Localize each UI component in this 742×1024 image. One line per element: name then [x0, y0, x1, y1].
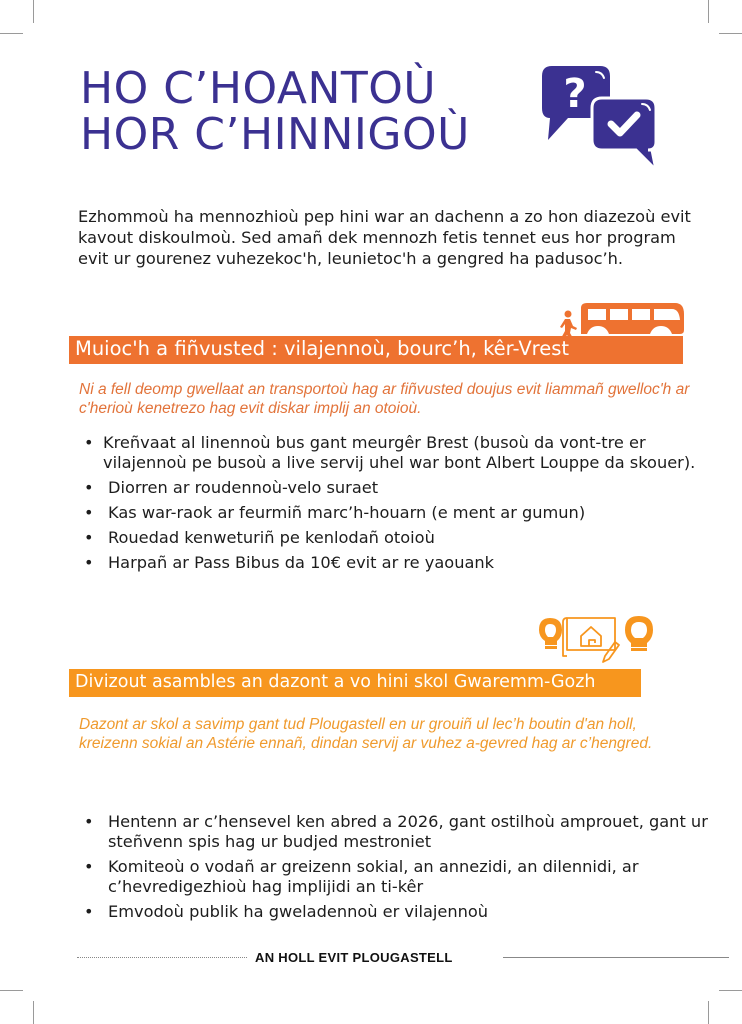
svg-text:?: ? — [563, 71, 587, 117]
crop-mark — [708, 1001, 709, 1024]
bullet-icon: • — [84, 528, 94, 547]
crop-mark — [33, 1001, 34, 1024]
crop-mark — [0, 990, 23, 991]
list-item: • Hentenn ar c’hensevel ken abred a 2026, gant ostilhoù amprouet, gant ur steñvenn spis hag ur budjed mestroniet — [84, 812, 708, 851]
footer-rule — [503, 957, 729, 958]
footer-slogan: AN HOLL EVIT PLOUGASTELL — [255, 950, 453, 965]
section-lead-school: Dazont ar skol a savimp gant tud Plougastell en ur grouiñ ul lec’h boutin d'an holl, kreizenn sokial an Astérie ennañ, dindan servij ar vuhez a-gevred hag ar c’hengred. — [79, 716, 653, 752]
mobility-list — [78, 433, 698, 578]
crop-mark — [0, 33, 23, 34]
page-title-line-2: HOR C’HINNIGOÙ — [80, 109, 470, 160]
crop-mark — [719, 33, 742, 34]
bullet-icon: • — [84, 503, 94, 522]
list-item: • Kreñvaat al linennoù bus gant meurgêr Brest (busoù da vont-tre er vilajennoù pe busoù a live servij uhel war bont Albert Louppe da skouer). — [84, 433, 696, 472]
bullet-icon: • — [84, 433, 94, 452]
bullet-icon: • — [84, 812, 94, 831]
school-list — [78, 812, 708, 927]
intro-paragraph: Ezhommoù ha mennozhioù pep hini war an dachenn a zo hon diazezoù evit kavout diskoulmoù. Sed amañ dek mennozh fetis tennet eus hor program evit ur gourenez vuhezekoc'h, leunietoc'h a gengred ha padusoc’h. — [78, 207, 691, 268]
list-item: • Diorren ar roudennoù-velo suraet — [84, 478, 379, 497]
section-heading-mobility: Muioc'h a fiñvusted : vilajennoù, bourc’h, kêr-Vrest — [69, 336, 683, 364]
page-title — [80, 63, 470, 160]
bullet-icon: • — [84, 902, 94, 921]
list-item: • Harpañ ar Pass Bibus da 10€ evit ar re yaouank — [84, 553, 495, 572]
crop-mark — [719, 990, 742, 991]
question-check-speech-bubbles-icon — [538, 62, 663, 172]
bullet-icon: • — [84, 857, 94, 876]
crop-mark — [33, 0, 34, 23]
list-item: • Rouedad kenweturiñ pe kenlodañ otoioù — [84, 528, 435, 547]
list-item: • Kas war-raok ar feurmiñ marc’h-houarn (e ment ar gumun) — [84, 503, 586, 522]
crop-mark — [708, 0, 709, 23]
list-item: • Komiteoù o vodañ ar greizenn sokial, an annezidi, an dilennidi, ar c’hevredigezhioù hag implijidi an ti-kêr — [84, 857, 639, 896]
bullet-icon: • — [84, 553, 94, 572]
lightbulb-house-plan-icon — [535, 612, 660, 667]
section-heading-school: Divizout asambles an dazont a vo hini skol Gwaremm-Gozh — [69, 669, 641, 697]
page-title-line-1: HO C’HOANTOÙ — [80, 63, 437, 114]
bullet-icon: • — [84, 478, 94, 497]
footer-dotted-rule — [77, 957, 247, 958]
list-item: • Emvodoù publik ha gweladennoù er vilajennoù — [84, 902, 489, 921]
section-lead-mobility: Ni a fell deomp gwellaat an transportoù hag ar fiñvusted doujus evit liammañ gwelloc'h ar c'herioù kenetrezo hag evit diskar implij an otoioù. — [79, 381, 690, 417]
